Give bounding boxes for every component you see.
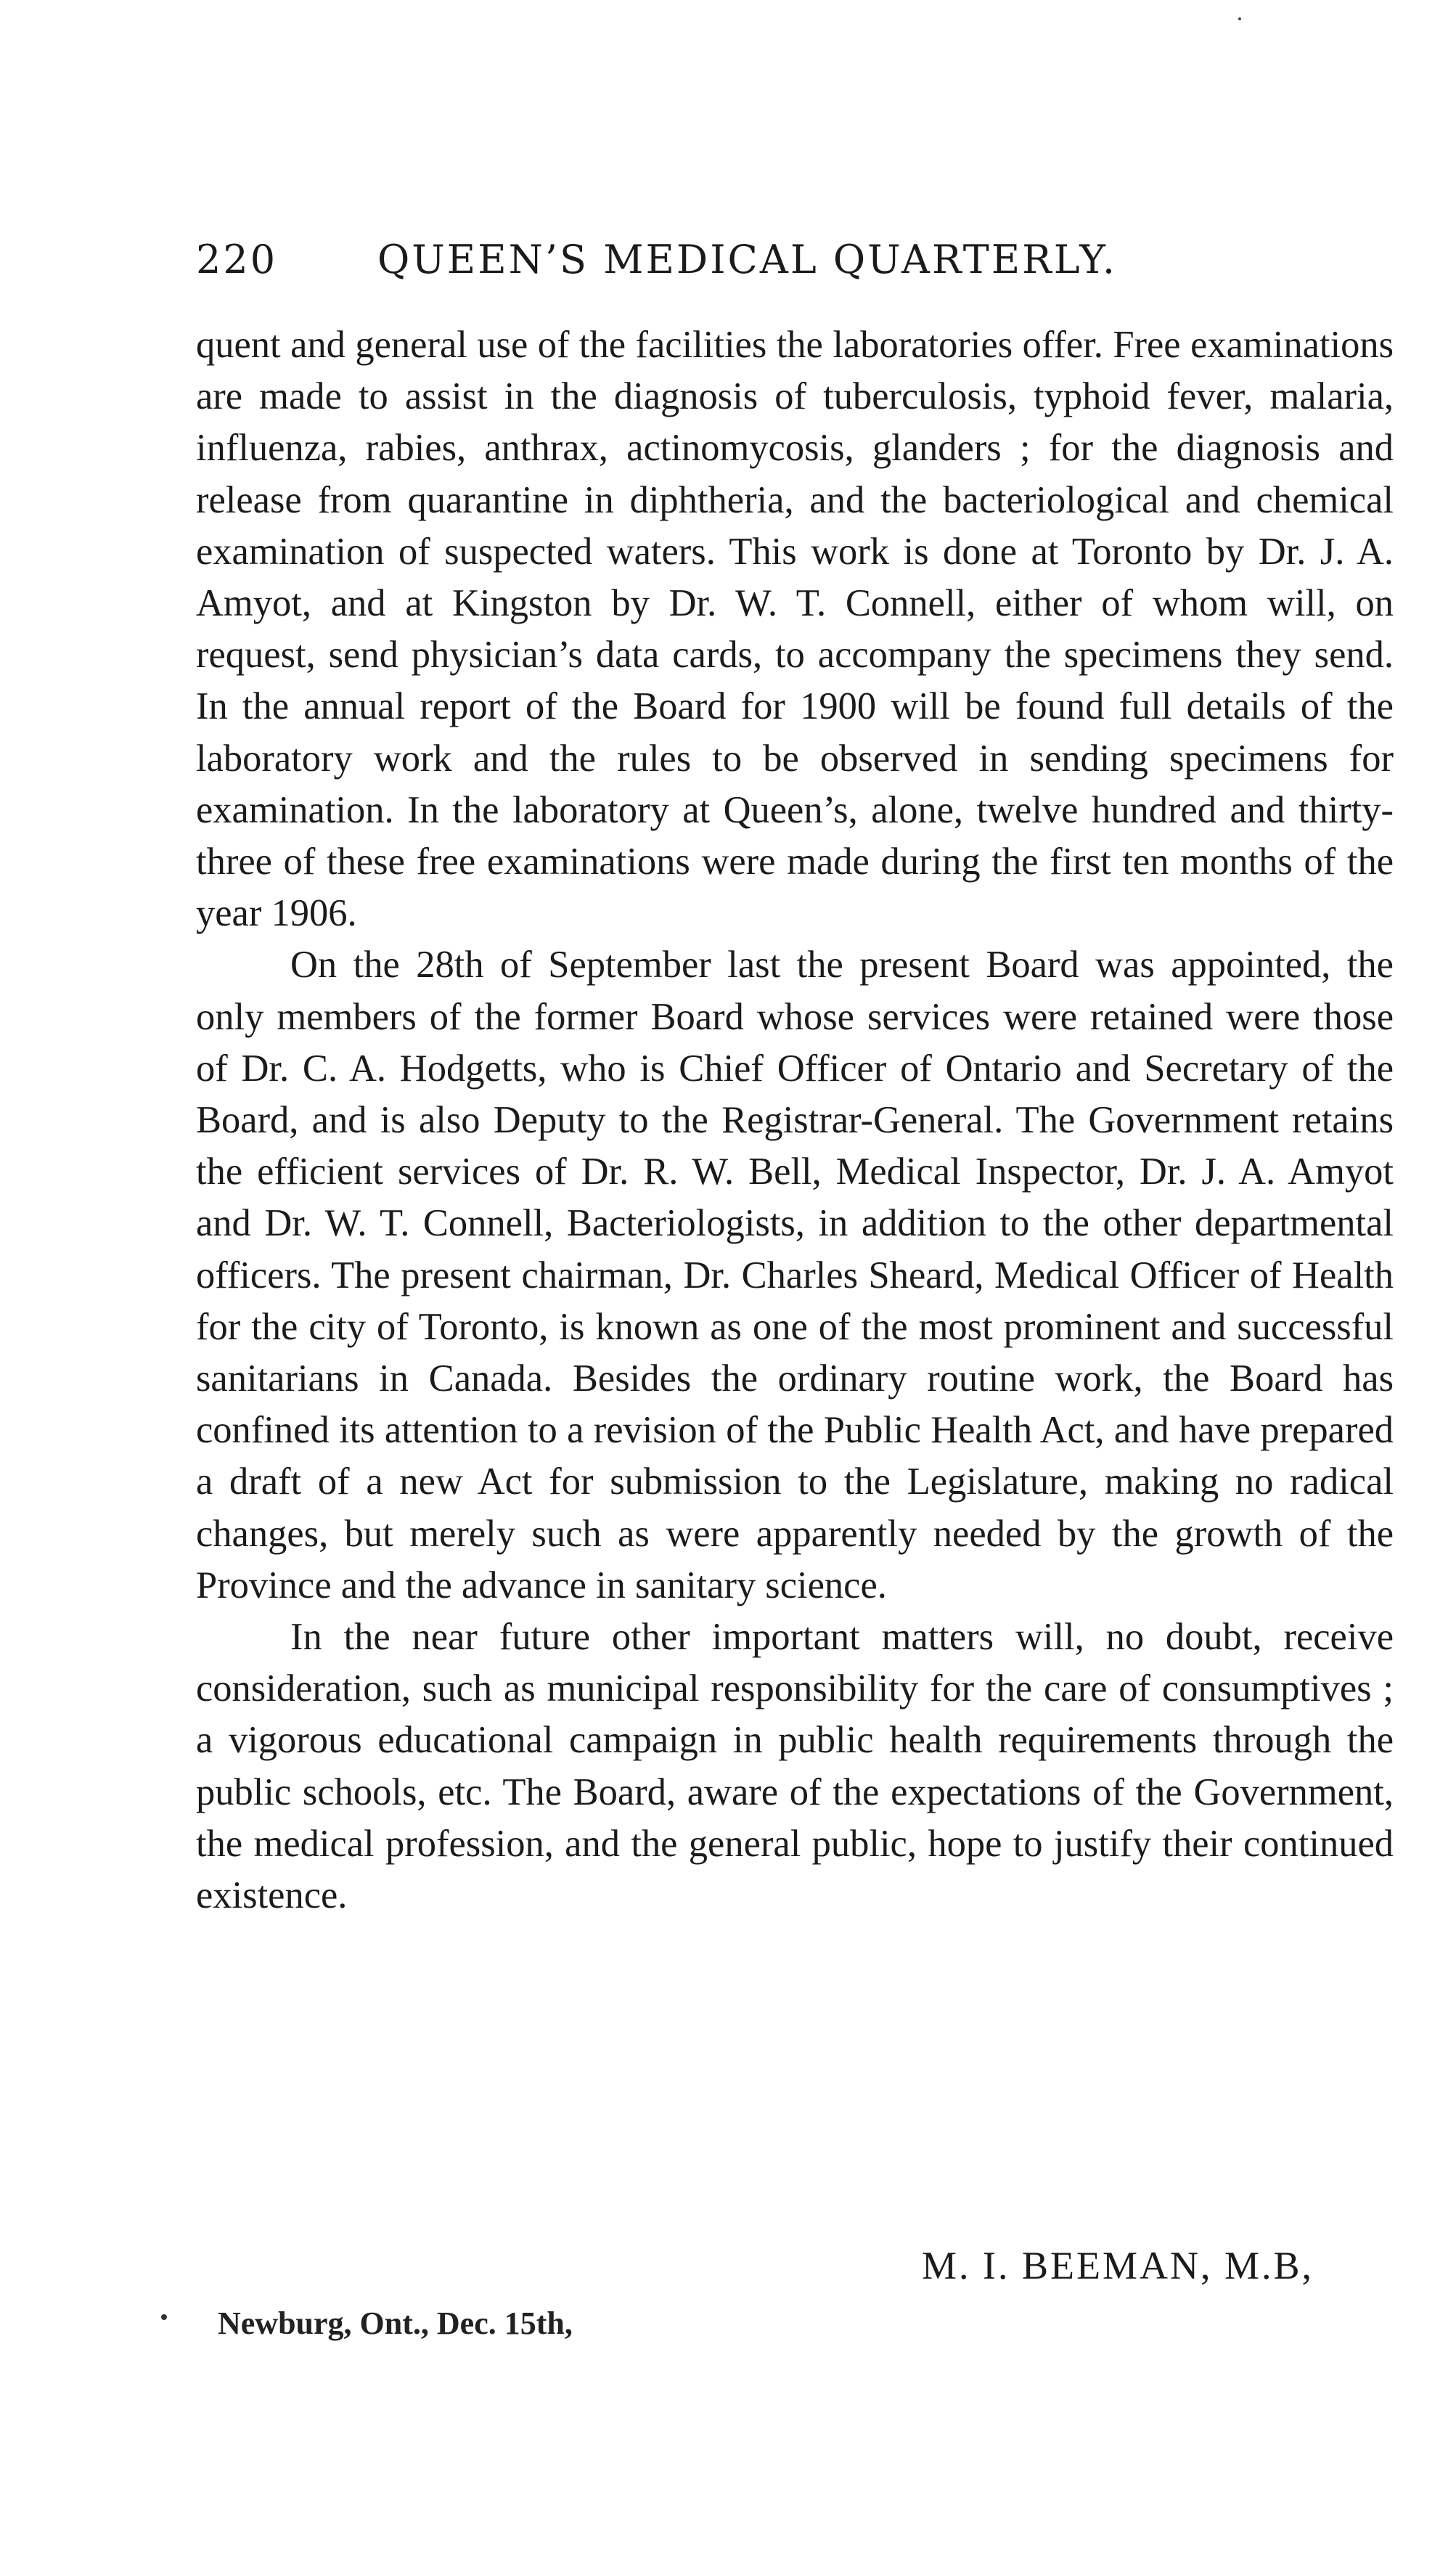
scan-speck: [1238, 17, 1241, 20]
running-title: QUEEN’S MEDICAL QUARTERLY.: [377, 237, 1118, 282]
author-signature: M. I. BEEMAN, M.B,: [922, 2244, 1314, 2287]
article-body: [196, 319, 1394, 1921]
paragraph-board-appointment: On the 28th of September last the present Board was appointed, the only members of the former Board whose services were retained were those of Dr. C. A. Hodgetts, who is Chief Officer of Ontario and Secretary of the Board, and is also Deputy to the Registrar-General. The Government retains the efficient services of Dr. R. W. Bell, Medical Inspector, Dr. J. A. Amyot and Dr. W. T. Connell, Bacteriologists, in addition to the other departmental officers. The present chairman, Dr. Charles Sheard, Medical Officer of Health for the city of Toronto, is known as one of the most prominent and successful sanitarians in Canada. Besides the ordinary routine work, the Board has confined its attention to a revision of the Public Health Act, and have prepared a draft of a new Act for submission to the Legislature, making no radical changes, but merely such as were apparently needed by the growth of the Province and the advance in sanitary science.: [196, 944, 1394, 1606]
paragraph-future-matters: In the near future other important matters will, no doubt, receive consideration, such as municipal responsibility for the care of consumptives ; a vigorous educational campaign in public health requirements through the public schools, etc. The Board, aware of the expectations of the Government, the medical profession, and the general public, hope to justify their continued existence.: [196, 1616, 1394, 1917]
paragraph-continued: quent and general use of the facilities the laboratories offer. Free examinations are made to assist in the diagnosis of tuberculosis, typhoid fever, malaria, influenza, rabies, anthrax, actinomycosis, glanders ; for the diagnosis and release from quarantine in diphtheria, and the bacteriological and chemical examination of suspected waters. This work is done at Toronto by Dr. J. A. Amyot, and at Kingston by Dr. W. T. Connell, either of whom will, on request, send physician’s data cards, to accompany the specimens they send. In the annual report of the Board for 1900 will be found full details of the laboratory work and the rules to be observed in sending specimens for examination. In the laboratory at Queen’s, alone, twelve hundred and thirty-three of these free examinations were made during the first ten months of the year 1906.: [196, 324, 1394, 935]
dateline: Newburg, Ont., Dec. 15th,: [218, 2305, 573, 2341]
page-number: 220: [196, 237, 278, 282]
bullet-mark: [161, 2314, 167, 2320]
page-header: [196, 231, 1444, 289]
